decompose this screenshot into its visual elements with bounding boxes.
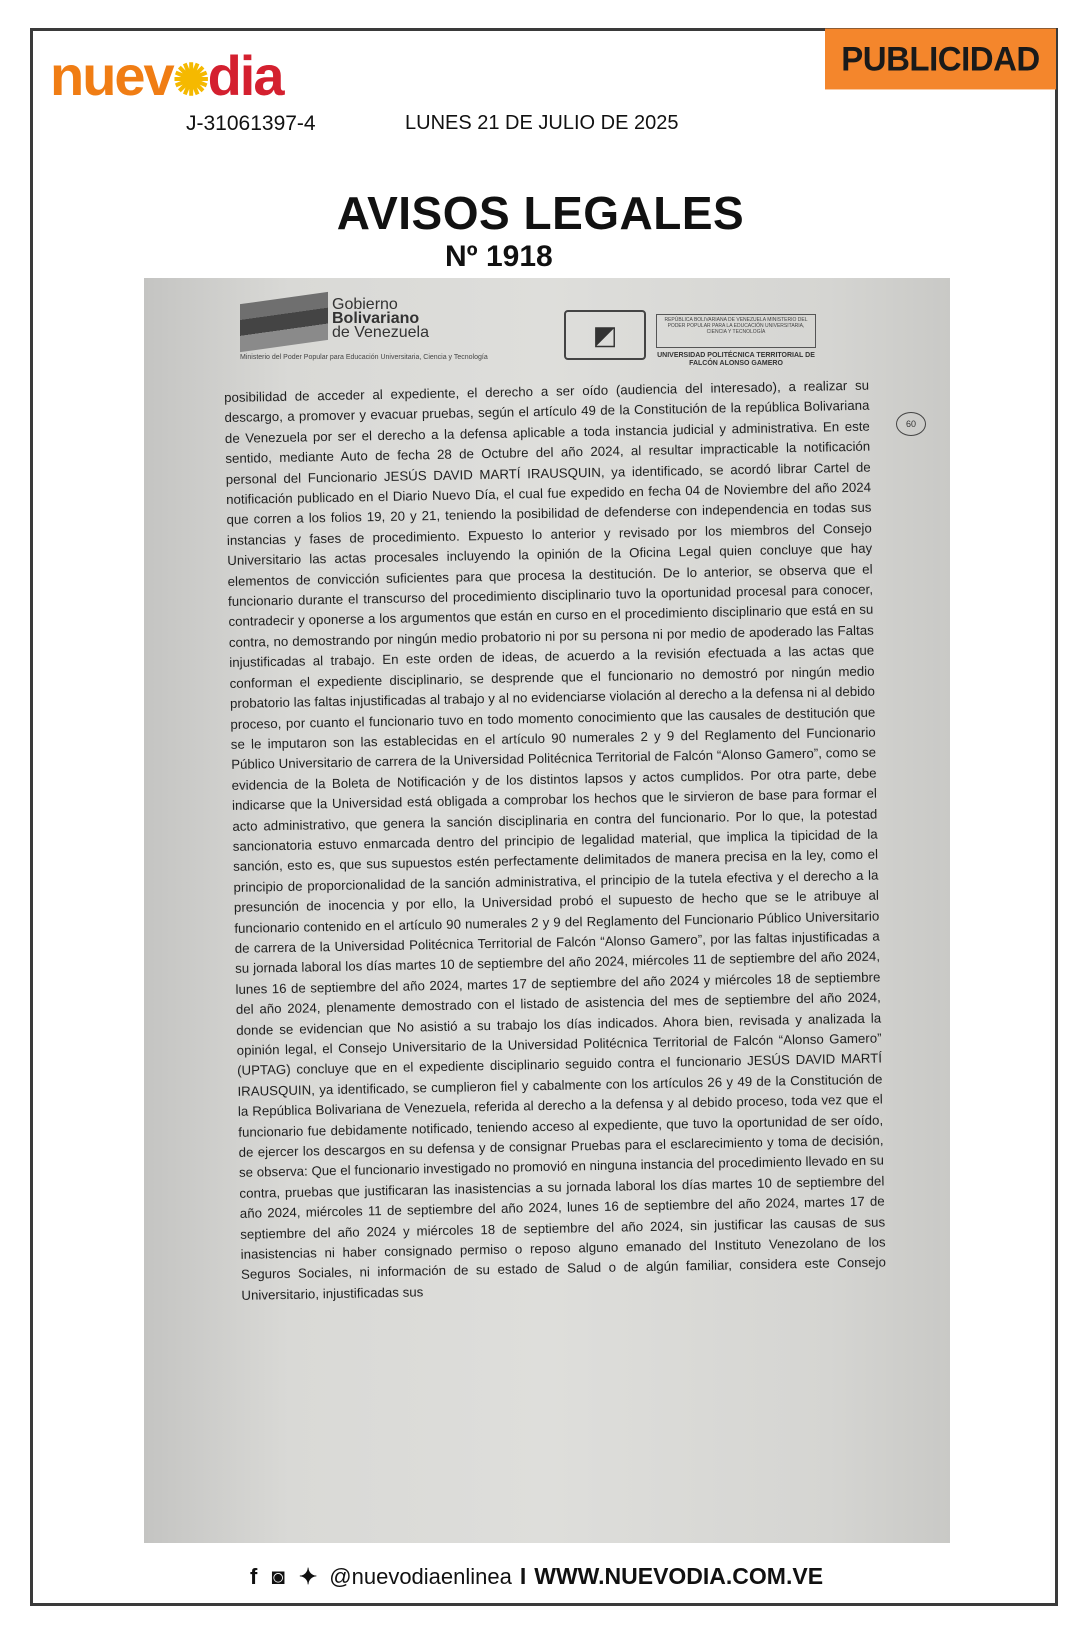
social-media-icons: f ◙ ✦ [250,1563,322,1589]
footer-separator: I [519,1563,527,1589]
flag-icon [240,292,328,352]
gov-logo-line3: de Venezuela [332,324,429,341]
logo-text-dia: dia [207,44,283,107]
logo-text-nuev: nuev [50,44,173,107]
ministry-name: Ministerio del Poder Popular para Educación Universitaria, Ciencia y Tecnología [240,354,488,361]
scanned-document [144,278,950,1543]
university-name: UNIVERSIDAD POLITÉCNICA TERRITORIAL DE FALCÓN ALONSO GAMERO [657,352,815,367]
gov-logo-line1: Gobierno [332,296,398,313]
section-title: AVISOS LEGALES [336,187,745,239]
government-logo [240,298,496,370]
issue-number: Nº 1918 [445,240,553,273]
legal-notice-body: posibilidad de acceder al expediente, el derecho a ser oído (audiencia del interesado), a realizar su descargo, a promover y evacuar pruebas, según el artículo 49 de la Constitución de la república Bolivariana de Venezuela por ser el derecho a la defensa aplicable a toda instancia judicial y administrativa. En este sentido, mediante Auto de fecha 28 de Octubre del año 2024, al resultar impracticable la notificación personal del Funcionario JESÚS DAVID MARTÍ IRAUSQUIN, ya identificado, se acordó librar Cartel de notificación publicado en el Diario Nuevo Día, el cual fue expedido en fecha 04 de Noviembre del año 2024 que corren a los folios 19, 20 y 21, teniendo la posibilidad de defenderse con independencia en todas sus instancias y fases de procedimiento. Expuesto lo anterior y revisado por los miembros del Consejo Universitario las actas procesales incluyendo la opinión de la Oficina Legal quien concluye que hay elementos de convicción suficientes para que procesa la destitución. De lo anterior, se observa que el funcionario durante el transcurso del procedimiento disciplinario tuvo la oportunidad procesal para conocer, contradecir y oponerse a los argumentos que están en curso en el procedimiento disciplinario que está en su contra, no demostrando por ningún medio probatorio ni por su persona ni por medio de apoderado las Faltas injustificadas al trabajo. En este orden de ideas, de acuerdo a la revisión efectuada a las actas que conforman el expediente disciplinario, se desprende que el funcionario no demostró por ningún medio probatorio las faltas injustificadas al trabajo y al no evidenciarse violación al derecho a la defensa ni al debido proceso, por cuanto el funcionario tuvo en todo momento conocimiento que las causales de destitución que se le imputaron son las establecidas en el artículo 90 numerales 2 y 9 del Reglamento del Funcionario Público Universitario de carrera de la Universidad Politécnica Territorial de Falcón “Alonso Gamero”, como se evidencia de la Boleta de Notificación y de los distintos lapsos y actos cumplidos. Por otra parte, debe indicarse que la Universidad está obligada a comprobar los hechos que le sirvieron de base para formar el acto administrativo, que genera la sanción disciplinaria en contra del funcionario. Por lo que, la potestad sancionatoria estuvo enmarcada dentro del principio de legalidad material, que implica la tipicidad de la sanción, esto es, que sus supuestos estén perfectamente delimitados de manera precisa en la ley, como el principio de proporcionalidad de la sanción administrativa, el principio de la tutela efectiva y el derecho a la presunción de inocencia y por ello, la Universidad probó el supuesto de hecho que se le atribuye al funcionario contenido en el artículo 90 numerales 2 y 9 del Reglamento del Funcionario Público Universitario de carrera de la Universidad Politécnica Territorial de Falcón “Alonso Gamero”, por las faltas injustificadas a su jornada laboral los días martes 10 de septiembre del año 2024, miércoles 11 de septiembre del año 2024, lunes 16 de septiembre del año 2024, martes 17 de septiembre del año 2024 y miércoles 18 de septiembre del año 2024, plenamente demostrado con el listado de asistencia del mes de septiembre del año 2024, donde se evidencian que No asistió a su trabajo los días indicados. Ahora bien, revisada y analizada la opinión legal, el Consejo Universitario de la Universidad Politécnica Territorial de Falcón “Alonso Gamero” (UPTAG) concluye que en el expediente disciplinario seguido contra el funcionario JESÚS DAVID MARTÍ IRAUSQUIN, ya identificado, se cumplieron fiel y cabalmente con los artículos 26 y 49 de la Constitución de la República Bolivariana de Venezuela, referida al derecho a la defensa y al debido proceso, toda vez que el funcionario fue debidamente notificado, teniendo acceso al expediente, que tuvo la oportunidad de ser oído, de ejercer los descargos en su defensa y de consignar Pruebas para el esclarecimiento y toma de decisión, se observa: Que el funcionario investigado no promovió en ninguna instancia del procedimiento llevado en su contra, pruebas que justificaran las inasistencias a su jornada laboral los días martes 10 de septiembre del año 2024, miércoles 11 de septiembre del año 2024, lunes 16 de septiembre del año 2024, martes 17 de septiembre del año 2024 y miércoles 18 de septiembre del año 2024, sin justificar las causas de sus inasistencias ni haber consignado permiso o reposo alguno emanado del Instituto Venezolano de los Seguros Sociales, ni información de su estado de Salud o de algún familiar, considera este Consejo Universitario, injustificadas sus [224,377,887,1303]
website-link[interactable]: WWW.NUEVODIA.COM.VE [534,1563,824,1589]
footer [250,1563,823,1590]
publicidad-badge: PUBLICIDAD [825,29,1056,90]
sun-icon: ✺ [172,56,208,105]
gov-logo-line2: Bolivariano [332,310,420,327]
rif-number: J-31061397-4 [186,112,316,135]
social-handle: @nuevodiaenlinea [329,1563,512,1589]
nuevo-dia-logo [50,44,283,107]
page-number-stamp: 60 [896,412,926,436]
government-logo-text [332,298,429,340]
publication-date: LUNES 21 DE JULIO DE 2025 [405,112,679,134]
university-header-box: REPÚBLICA BOLIVARIANA DE VENEZUELA MINISTERIO DEL PODER POPULAR PARA LA EDUCACIÓN UNIVERSITARIA, CIENCIA Y TECNOLOGÍA [656,314,816,348]
university-emblem-icon: ◩ [564,310,646,360]
